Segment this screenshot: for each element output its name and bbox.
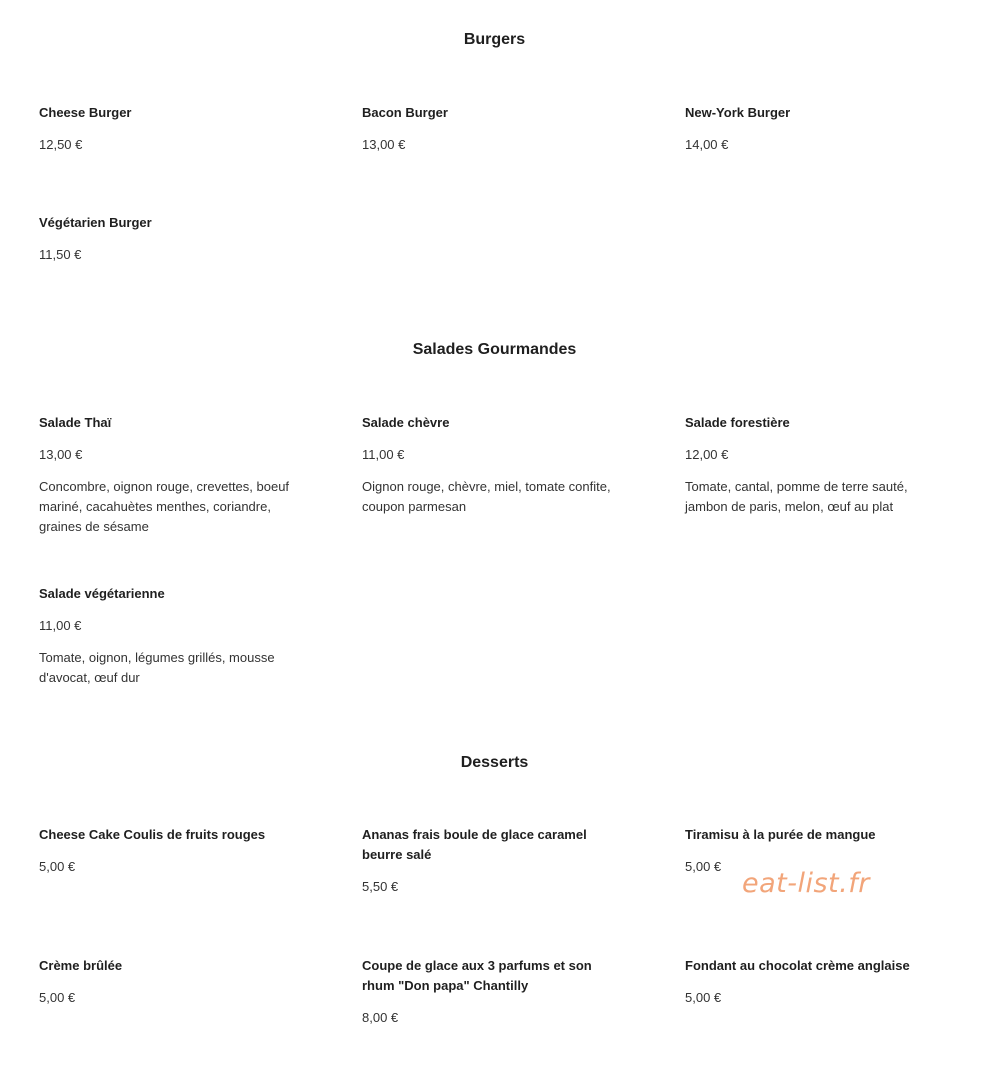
item-name: Coupe de glace aux 3 parfums et son rhum "Don papa" Chantilly bbox=[362, 958, 592, 993]
item-description: Concombre, oignon rouge, crevettes, boeuf mariné, cacahuètes menthes, coriandre, graines de sésame bbox=[39, 479, 290, 534]
menu-item bbox=[362, 103, 627, 154]
item-price: 11,00 € bbox=[39, 618, 82, 633]
section-title-salades: Salades Gourmandes bbox=[412, 341, 577, 358]
item-price: 12,50 € bbox=[39, 137, 83, 152]
item-name: Salade Thaï bbox=[39, 415, 112, 430]
item-name: Cheese Cake Coulis de fruits rouges bbox=[39, 827, 266, 842]
menu-item bbox=[39, 103, 304, 154]
item-name: Fondant au chocolat crème anglaise bbox=[685, 958, 910, 973]
menu-item bbox=[39, 413, 304, 537]
menu-item bbox=[685, 956, 950, 1007]
item-price: 5,00 € bbox=[39, 990, 76, 1005]
item-price: 5,00 € bbox=[685, 990, 722, 1005]
menu-item bbox=[39, 584, 304, 688]
item-price: 13,00 € bbox=[362, 137, 406, 152]
menu-item bbox=[362, 413, 627, 517]
item-name: New-York Burger bbox=[685, 105, 791, 120]
item-name: Salade végétarienne bbox=[39, 586, 165, 601]
item-name: Salade chèvre bbox=[362, 415, 450, 430]
item-price: 12,00 € bbox=[685, 447, 729, 462]
item-description: Tomate, cantal, pomme de terre sauté, jambon de paris, melon, œuf au plat bbox=[685, 479, 908, 514]
menu-item bbox=[39, 213, 304, 264]
section-title-desserts: Desserts bbox=[460, 754, 529, 771]
item-price: 5,00 € bbox=[685, 859, 722, 874]
menu-item bbox=[362, 956, 627, 1027]
item-name: Tiramisu à la purée de mangue bbox=[685, 827, 876, 842]
menu-item bbox=[685, 413, 950, 517]
item-price: 13,00 € bbox=[39, 447, 83, 462]
menu-item bbox=[39, 825, 304, 876]
menu-item bbox=[39, 956, 304, 1007]
item-description: Oignon rouge, chèvre, miel, tomate confite, coupon parmesan bbox=[362, 479, 611, 514]
item-name: Salade forestière bbox=[685, 415, 790, 430]
watermark-text: eat-list.fr bbox=[742, 868, 870, 899]
item-description: Tomate, oignon, légumes grillés, mousse d'avocat, œuf dur bbox=[39, 650, 275, 685]
item-name: Bacon Burger bbox=[362, 105, 448, 120]
item-price: 14,00 € bbox=[685, 137, 729, 152]
item-name: Cheese Burger bbox=[39, 105, 132, 120]
menu-item bbox=[362, 825, 627, 896]
item-name: Crème brûlée bbox=[39, 958, 123, 973]
menu-item bbox=[685, 103, 950, 154]
item-price: 11,00 € bbox=[362, 447, 405, 462]
item-price: 11,50 € bbox=[39, 247, 82, 262]
item-name: Végétarien Burger bbox=[39, 215, 152, 230]
item-name: Ananas frais boule de glace caramel beurre salé bbox=[362, 827, 587, 862]
item-price: 5,00 € bbox=[39, 859, 76, 874]
item-price: 8,00 € bbox=[362, 1010, 399, 1025]
item-price: 5,50 € bbox=[362, 879, 399, 894]
section-title-burgers: Burgers bbox=[463, 31, 526, 48]
